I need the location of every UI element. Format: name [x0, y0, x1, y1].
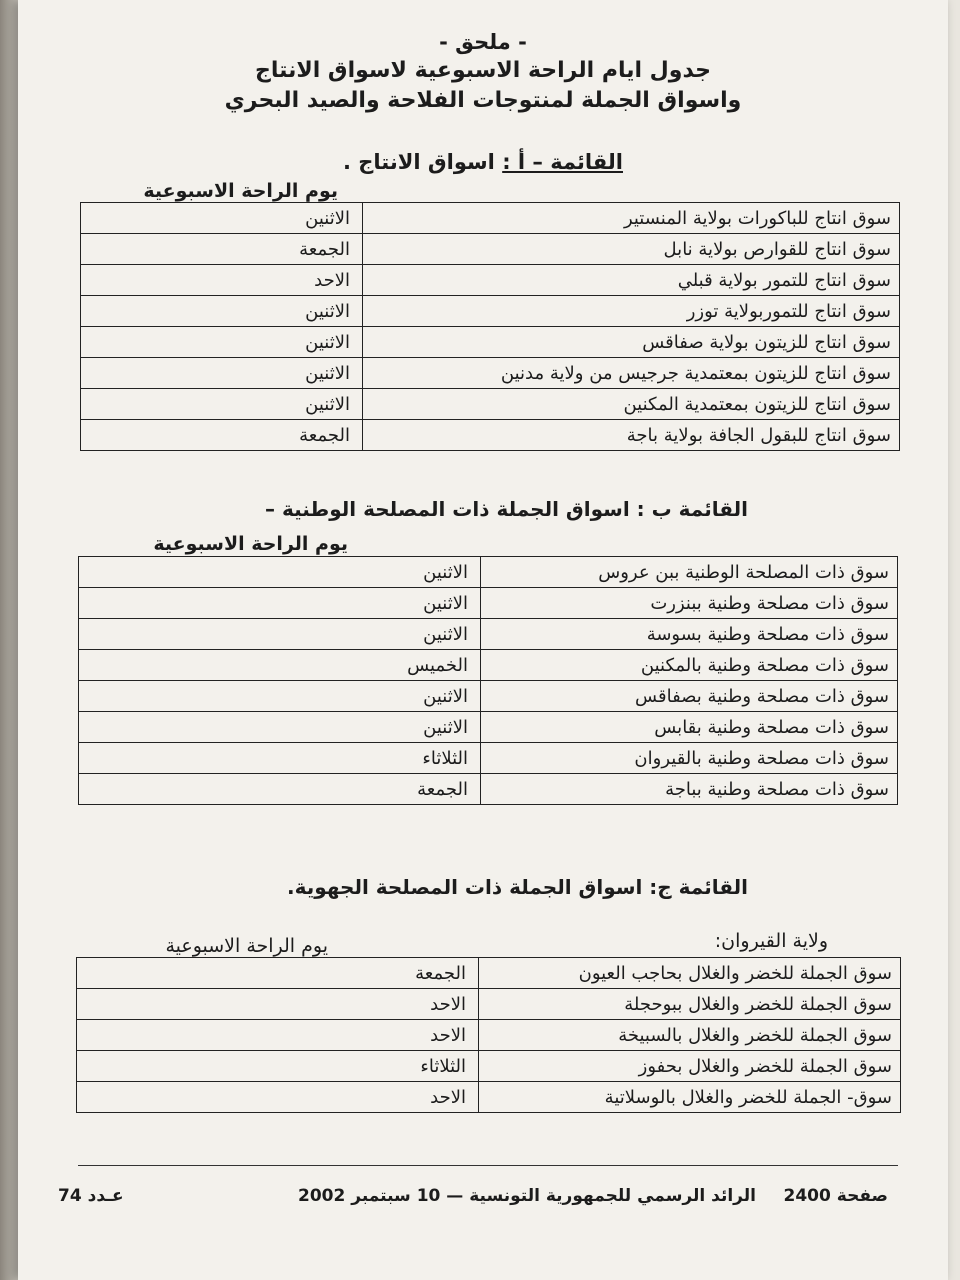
rest-day-cell: الاحد	[77, 1020, 479, 1051]
rest-day-cell: الجمعة	[81, 420, 363, 451]
section-b-row	[79, 743, 898, 774]
section-c-row	[77, 989, 901, 1020]
market-name-cell: سوق انتاج للباكورات بولاية المنستير	[363, 203, 900, 234]
rest-day-cell: الاثنين	[81, 358, 363, 389]
section-a-row	[81, 234, 900, 265]
market-name-cell: سوق ذات مصلحة وطنية بباجة	[481, 774, 898, 805]
market-name-cell: سوق ذات مصلحة وطنية بسوسة	[481, 619, 898, 650]
section-b-row	[79, 557, 898, 588]
section-a-label: القائمة – أ :	[502, 150, 623, 174]
rest-day-cell: الاثنين	[81, 389, 363, 420]
footer-divider	[78, 1165, 898, 1166]
market-name-cell: سوق انتاج للبقول الجافة بولاية باجة	[363, 420, 900, 451]
section-a-row	[81, 296, 900, 327]
footer-issue-number: عـدد 74	[58, 1186, 124, 1206]
market-name-cell: سوق الجملة للخضر والغلال بحفوز	[479, 1051, 901, 1082]
market-name-cell: سوق انتاج للزيتون بمعتمدية المكنين	[363, 389, 900, 420]
market-name-cell: سوق ذات مصلحة وطنية بقابس	[481, 712, 898, 743]
section-c-subtitle: ولاية القيروان:	[714, 930, 828, 952]
rest-day-cell: الاثنين	[79, 712, 481, 743]
section-c-title: القائمة ج: اسواق الجملة ذات المصلحة الجهوية.	[287, 875, 748, 899]
market-name-cell: سوق- الجملة للخضر والغلال بالوسلاتية	[479, 1082, 901, 1113]
footer-page-number: صفحة 2400	[783, 1186, 888, 1206]
section-a-row	[81, 203, 900, 234]
market-name-cell: سوق انتاج للتموربولاية توزر	[363, 296, 900, 327]
annex-label: - ملحق -	[439, 30, 527, 54]
rest-day-cell: الجمعة	[81, 234, 363, 265]
section-a-row	[81, 327, 900, 358]
section-b-row	[79, 681, 898, 712]
rest-day-cell: الاثنين	[79, 557, 481, 588]
rest-day-cell: الجمعة	[79, 774, 481, 805]
market-name-cell: سوق ذات مصلحة وطنية ببنزرت	[481, 588, 898, 619]
rest-day-cell: الاثنين	[79, 681, 481, 712]
section-b-column-header: يوم الراحة الاسبوعية	[153, 533, 348, 555]
section-b-row	[79, 650, 898, 681]
rest-day-cell: الاثنين	[79, 619, 481, 650]
market-name-cell: سوق الجملة للخضر والغلال ببوحجلة	[479, 989, 901, 1020]
section-b-row	[79, 774, 898, 805]
section-b-table	[78, 556, 898, 805]
market-name-cell: سوق ذات مصلحة وطنية بصفاقس	[481, 681, 898, 712]
section-a-row	[81, 265, 900, 296]
market-name-cell: سوق الجملة للخضر والغلال بحاجب العيون	[479, 958, 901, 989]
section-c-row	[77, 1020, 901, 1051]
rest-day-cell: الاثنين	[79, 588, 481, 619]
rest-day-cell: الاحد	[77, 989, 479, 1020]
rest-day-cell: الاثنين	[81, 296, 363, 327]
section-b-row	[79, 619, 898, 650]
footer-gazette: الرائد الرسمي للجمهورية التونسية — 10 سبتمبر 2002	[298, 1186, 756, 1206]
market-name-cell: سوق انتاج للتمور بولاية قبلي	[363, 265, 900, 296]
document-title-line-1: جدول ايام الراحة الاسبوعية لاسواق الانتاج	[254, 58, 712, 83]
rest-day-cell: الاثنين	[81, 327, 363, 358]
market-name-cell: سوق انتاج للزيتون بولاية صفاقس	[363, 327, 900, 358]
market-name-cell: سوق انتاج للزيتون بمعتمدية جرجيس من ولاية مدنين	[363, 358, 900, 389]
document-title-line-2: واسواق الجملة لمنتوجات الفلاحة والصيد البحري	[224, 88, 742, 113]
section-c-row	[77, 1051, 901, 1082]
market-name-cell: سوق ذات مصلحة وطنية بالمكنين	[481, 650, 898, 681]
section-c-table	[76, 957, 901, 1113]
document-page	[18, 0, 948, 1280]
section-a-row	[81, 420, 900, 451]
rest-day-cell: الاحد	[81, 265, 363, 296]
rest-day-cell: الخميس	[79, 650, 481, 681]
section-a-column-header: يوم الراحة الاسبوعية	[143, 180, 338, 202]
section-a-row	[81, 358, 900, 389]
rest-day-cell: الثلاثاء	[77, 1051, 479, 1082]
market-name-cell: سوق الجملة للخضر والغلال بالسبيخة	[479, 1020, 901, 1051]
rest-day-cell: الثلاثاء	[79, 743, 481, 774]
section-a-row	[81, 389, 900, 420]
section-c-row	[77, 958, 901, 989]
market-name-cell: سوق انتاج للقوارص بولاية نابل	[363, 234, 900, 265]
section-c-column-header: يوم الراحة الاسبوعية	[165, 935, 328, 957]
market-name-cell: سوق ذات مصلحة وطنية بالقيروان	[481, 743, 898, 774]
section-b-title: القائمة ب : اسواق الجملة ذات المصلحة الوطنية –	[265, 497, 748, 521]
section-b-row	[79, 588, 898, 619]
section-c-row	[77, 1082, 901, 1113]
section-a-heading	[343, 150, 623, 174]
rest-day-cell: الاحد	[77, 1082, 479, 1113]
market-name-cell: سوق ذات المصلحة الوطنية ببن عروس	[481, 557, 898, 588]
rest-day-cell: الاثنين	[81, 203, 363, 234]
section-b-row	[79, 712, 898, 743]
rest-day-cell: الجمعة	[77, 958, 479, 989]
section-a-title: اسواق الانتاج .	[342, 150, 495, 174]
section-a-table	[80, 202, 900, 451]
